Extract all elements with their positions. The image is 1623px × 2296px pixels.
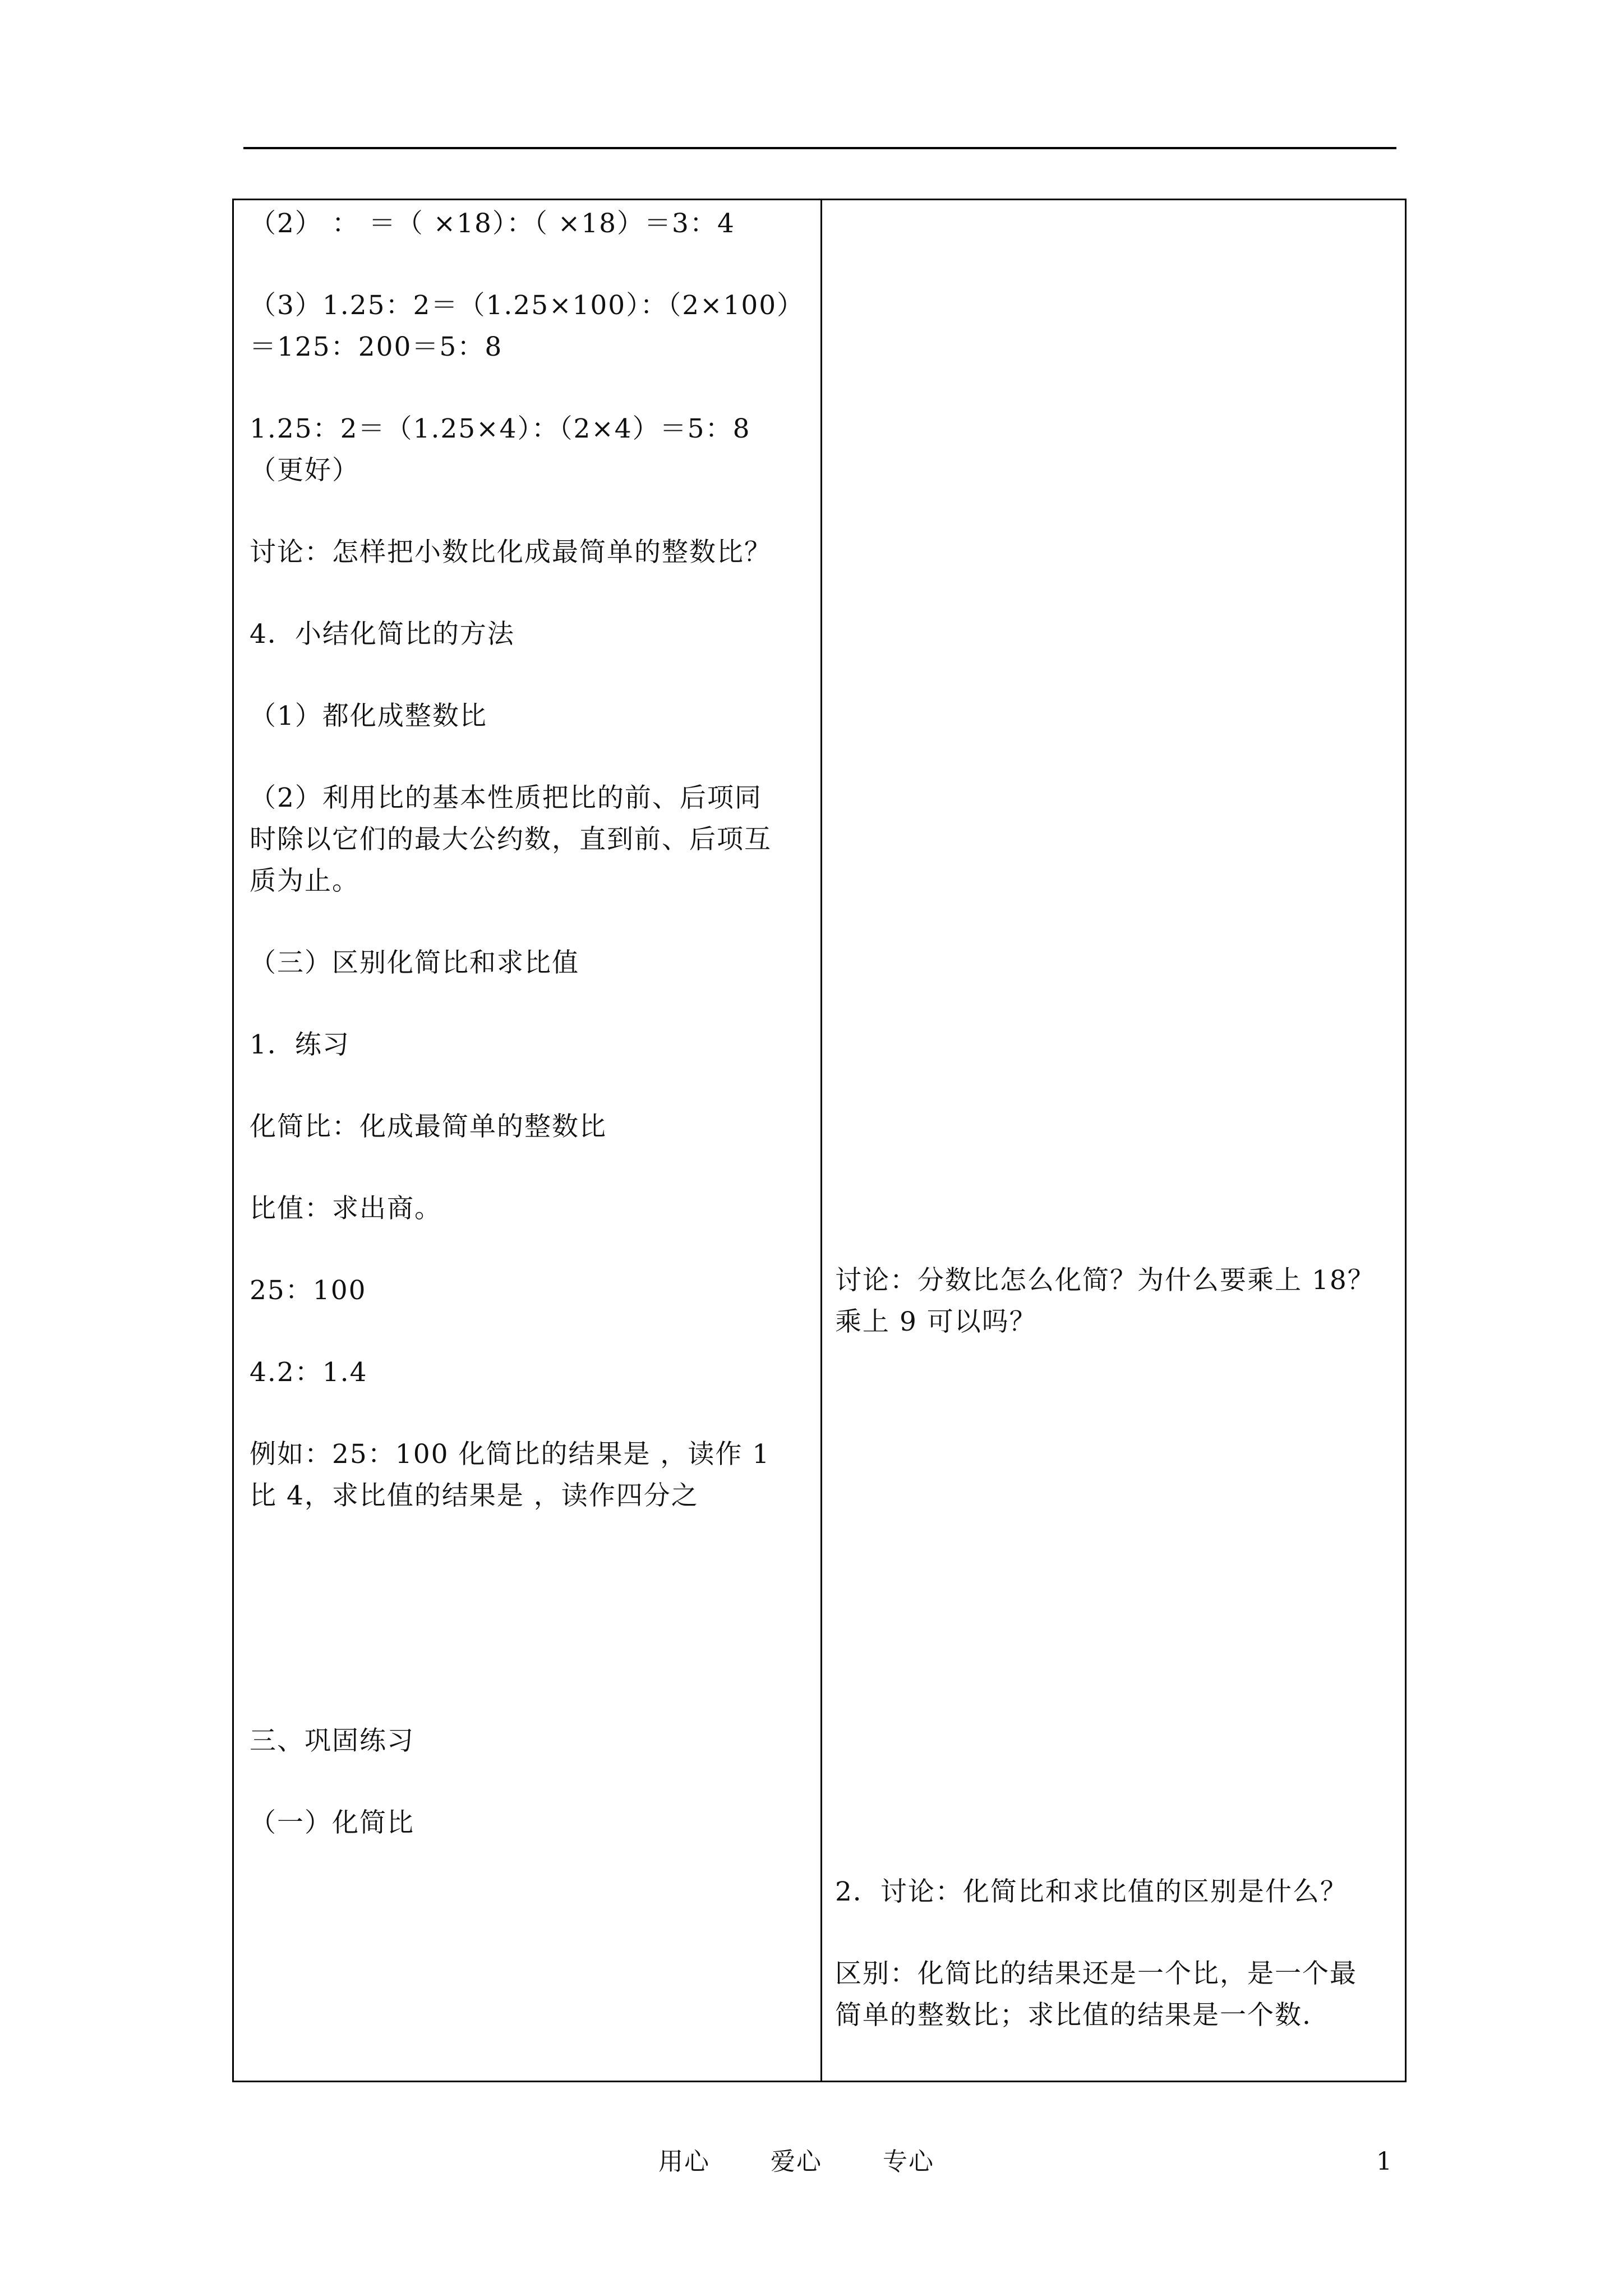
text-line: （1）都化成整数比 — [250, 701, 487, 731]
footer-text-left: 用心 — [658, 2147, 710, 2176]
text-line: 三、巩固练习 — [250, 1726, 414, 1756]
header-rule — [243, 147, 1396, 149]
text-line: 简单的整数比；求比值的结果是一个数. — [835, 2000, 1312, 2031]
text-line: 讨论：怎样把小数比化成最简单的整数比？ — [250, 537, 772, 568]
column-divider — [820, 200, 822, 2081]
text-line: 区别：化简比的结果还是一个比，是一个最 — [835, 1958, 1357, 1989]
page-number: 1 — [1376, 2147, 1393, 2176]
text-line: 2．讨论：化简比和求比值的区别是什么？ — [835, 1876, 1348, 1907]
text-line: （三）区别化简比和求比值 — [250, 947, 579, 978]
text-line: （一）化简比 — [250, 1807, 414, 1838]
text-line: 25：100 — [250, 1275, 367, 1306]
text-line: 4.2：1.4 — [250, 1357, 368, 1388]
text-line: （3）1.25：2＝（1.25×100）：（2×100） — [250, 290, 805, 321]
text-line: 质为止。 — [250, 866, 359, 896]
text-line: （更好） — [250, 455, 359, 486]
text-line: ＝125：200＝5：8 — [250, 332, 503, 362]
text-line: 4．小结化简比的方法 — [250, 619, 515, 650]
text-line: 比值：求出商。 — [250, 1193, 442, 1224]
text-line: 比 4，求比值的结果是 ，读作四分之 — [250, 1480, 699, 1511]
lesson-table — [232, 199, 1407, 2082]
text-line: 1．练习 — [250, 1029, 350, 1060]
text-line: 讨论：分数比怎么化简？为什么要乘上 18？ — [835, 1265, 1375, 1296]
text-line: 时除以它们的最大公约数，直到前、后项互 — [250, 824, 772, 855]
text-line: （2） ： ＝（ ×18）：（ ×18）＝3：4 — [250, 208, 735, 239]
footer-text-right: 专心 — [883, 2147, 934, 2176]
text-line: 1.25：2＝（1.25×4）：（2×4）＝5：8 — [250, 413, 751, 444]
text-line: （2）利用比的基本性质把比的前、后项同 — [250, 783, 762, 813]
text-line: 化简比：化成最简单的整数比 — [250, 1111, 607, 1142]
text-line: 例如：25：100 化简比的结果是 ，读作 1 — [250, 1439, 771, 1470]
footer-text-middle: 爱心 — [771, 2147, 822, 2176]
text-line: 乘上 9 可以吗？ — [835, 1306, 1037, 1337]
